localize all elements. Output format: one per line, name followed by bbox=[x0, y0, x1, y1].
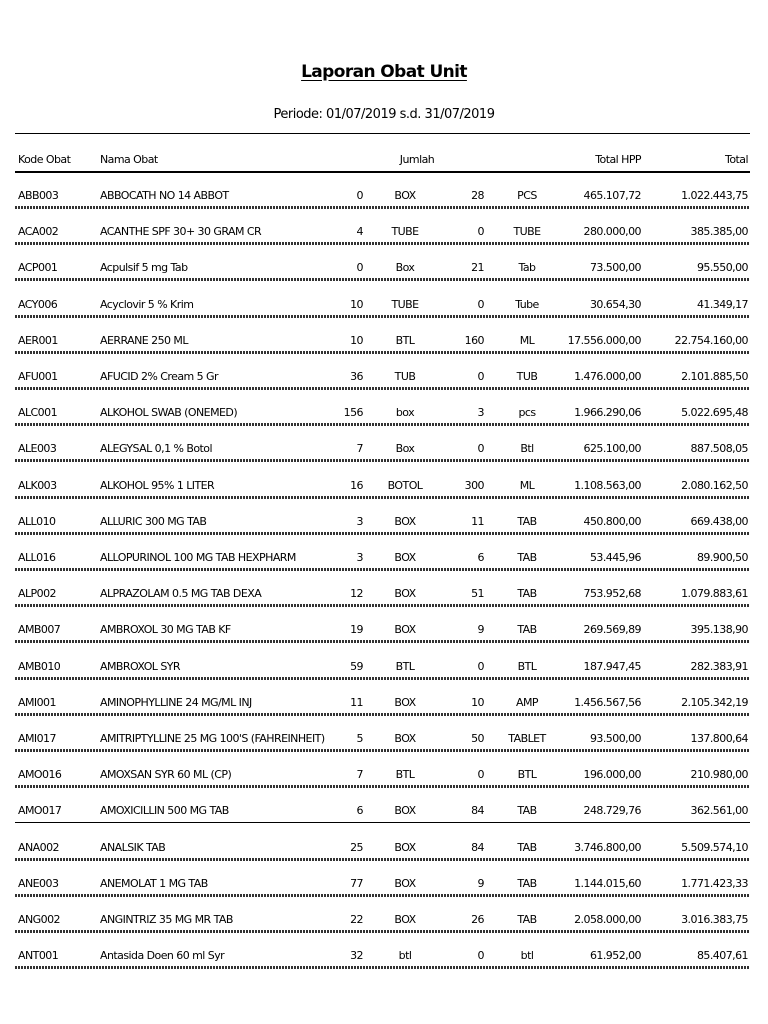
cell-total-hpp: 2.058.000,00 bbox=[574, 913, 641, 926]
report-title-text: Laporan Obat Unit bbox=[301, 62, 467, 82]
cell-satuan-kecil: ML bbox=[519, 333, 535, 347]
cell-kode-obat: AFU001 bbox=[18, 370, 58, 383]
table-header bbox=[0, 140, 768, 176]
cell-satuan-kecil: BTL bbox=[517, 768, 537, 782]
cell-jumlah-besar: 7 bbox=[356, 768, 363, 782]
cell-kode-obat: AMO016 bbox=[18, 768, 62, 782]
cell-kode-obat: ALP002 bbox=[18, 587, 56, 601]
cell-total: 385.385,00 bbox=[690, 225, 748, 239]
cell-jumlah-kecil: 51 bbox=[471, 587, 484, 601]
cell-satuan-besar: BOTOL bbox=[387, 478, 423, 492]
cell-total-hpp: 1.108.563,00 bbox=[574, 478, 641, 492]
cell-total-hpp: 1.456.567,56 bbox=[574, 695, 641, 709]
cell-jumlah-kecil: 0 bbox=[477, 370, 484, 383]
cell-jumlah-kecil: 300 bbox=[464, 478, 484, 492]
cell-jumlah-besar: 36 bbox=[350, 370, 363, 383]
cell-nama-obat: Antasida Doen 60 ml Syr bbox=[100, 949, 225, 963]
cell-jumlah-kecil: 9 bbox=[477, 876, 484, 890]
cell-total: 5.022.695,48 bbox=[681, 406, 748, 420]
cell-jumlah-besar: 4 bbox=[356, 225, 363, 239]
cell-total: 95.550,00 bbox=[696, 261, 748, 275]
cell-jumlah-besar: 156 bbox=[343, 406, 363, 420]
cell-total-hpp: 1.476.000,00 bbox=[574, 370, 641, 383]
cell-nama-obat: ALPRAZOLAM 0.5 MG TAB DEXA bbox=[100, 587, 262, 601]
cell-total-hpp: 17.556.000,00 bbox=[567, 333, 641, 347]
header-jumlah: Jumlah bbox=[399, 153, 435, 166]
cell-kode-obat: ALK003 bbox=[18, 478, 57, 492]
cell-satuan-besar: Box bbox=[395, 442, 415, 456]
cell-jumlah-kecil: 10 bbox=[471, 695, 484, 709]
cell-jumlah-besar: 3 bbox=[356, 514, 363, 528]
cell-jumlah-kecil: 84 bbox=[471, 840, 484, 854]
table-row bbox=[0, 864, 768, 900]
cell-total-hpp: 465.107,72 bbox=[583, 189, 641, 202]
cell-kode-obat: ABB003 bbox=[18, 189, 59, 202]
cell-satuan-besar: BOX bbox=[394, 913, 416, 926]
cell-total: 282.383,91 bbox=[690, 659, 748, 673]
cell-satuan-kecil: btl bbox=[520, 949, 534, 963]
cell-jumlah-besar: 11 bbox=[350, 695, 363, 709]
cell-nama-obat: ALLOPURINOL 100 MG TAB HEXPHARM bbox=[100, 551, 296, 564]
cell-jumlah-kecil: 0 bbox=[477, 659, 484, 673]
cell-satuan-kecil: TABLET bbox=[508, 732, 546, 745]
cell-jumlah-besar: 22 bbox=[350, 913, 363, 926]
cell-jumlah-kecil: 50 bbox=[471, 732, 484, 745]
cell-jumlah-kecil: 11 bbox=[471, 514, 484, 528]
cell-satuan-besar: BOX bbox=[394, 732, 416, 745]
cell-kode-obat: ACA002 bbox=[18, 225, 59, 239]
cell-kode-obat: AMB007 bbox=[18, 623, 61, 637]
cell-jumlah-kecil: 0 bbox=[477, 949, 484, 963]
cell-satuan-besar: box bbox=[395, 406, 415, 420]
cell-jumlah-kecil: 0 bbox=[477, 442, 484, 456]
cell-total: 395.138,90 bbox=[690, 623, 748, 637]
cell-satuan-besar: TUBE bbox=[391, 297, 419, 311]
cell-jumlah-besar: 10 bbox=[350, 333, 363, 347]
cell-kode-obat: ACP001 bbox=[18, 261, 58, 275]
cell-satuan-besar: BOX bbox=[394, 587, 416, 601]
report-period: Periode: 01/07/2019 s.d. 31/07/2019 bbox=[273, 107, 495, 122]
table-row bbox=[0, 538, 768, 574]
table-row bbox=[0, 574, 768, 610]
cell-satuan-besar: BOX bbox=[394, 804, 416, 818]
header-kode-obat: Kode Obat bbox=[18, 153, 71, 166]
cell-jumlah-besar: 12 bbox=[350, 587, 363, 601]
cell-satuan-besar: BTL bbox=[395, 659, 415, 673]
cell-satuan-besar: BOX bbox=[394, 514, 416, 528]
cell-total-hpp: 73.500,00 bbox=[589, 261, 641, 275]
cell-satuan-besar: BOX bbox=[394, 623, 416, 637]
cell-jumlah-besar: 3 bbox=[356, 551, 363, 564]
cell-nama-obat: AFUCID 2% Cream 5 Gr bbox=[100, 370, 218, 383]
table-row bbox=[0, 683, 768, 719]
cell-jumlah-kecil: 3 bbox=[477, 406, 484, 420]
table-row bbox=[0, 248, 768, 284]
cell-total-hpp: 187.947,45 bbox=[583, 659, 641, 673]
table-row bbox=[0, 393, 768, 429]
cell-satuan-besar: BOX bbox=[394, 876, 416, 890]
report-title bbox=[0, 62, 768, 82]
cell-jumlah-kecil: 28 bbox=[471, 189, 484, 202]
cell-total: 1.079.883,61 bbox=[681, 587, 748, 601]
cell-kode-obat: ANT001 bbox=[18, 949, 59, 963]
cell-kode-obat: ALE003 bbox=[18, 442, 57, 456]
cell-satuan-kecil: pcs bbox=[518, 406, 536, 420]
cell-nama-obat: AMOXSAN SYR 60 ML (CP) bbox=[100, 768, 232, 782]
cell-jumlah-besar: 0 bbox=[356, 189, 363, 202]
cell-total-hpp: 450.800,00 bbox=[583, 514, 641, 528]
cell-kode-obat: ALL010 bbox=[18, 514, 56, 528]
cell-total-hpp: 753.952,68 bbox=[583, 587, 641, 601]
cell-satuan-kecil: Tube bbox=[515, 297, 539, 311]
cell-total: 3.016.383,75 bbox=[681, 913, 748, 926]
table-row bbox=[0, 502, 768, 538]
cell-total: 669.438,00 bbox=[690, 514, 748, 528]
cell-kode-obat: AER001 bbox=[18, 333, 58, 347]
cell-satuan-besar: BOX bbox=[394, 551, 416, 564]
cell-satuan-kecil: TUBE bbox=[513, 225, 541, 239]
cell-satuan-kecil: PCS bbox=[517, 189, 537, 202]
cell-jumlah-kecil: 21 bbox=[471, 261, 484, 275]
cell-nama-obat: ANGINTRIZ 35 MG MR TAB bbox=[100, 913, 233, 926]
header-total: Total bbox=[725, 153, 748, 166]
cell-satuan-besar: BTL bbox=[395, 768, 415, 782]
cell-satuan-kecil: TAB bbox=[517, 587, 537, 601]
cell-nama-obat: ANALSIK TAB bbox=[100, 840, 166, 854]
cell-kode-obat: ACY006 bbox=[18, 297, 58, 311]
table-row bbox=[0, 212, 768, 248]
cell-kode-obat: ALC001 bbox=[18, 406, 58, 420]
cell-total: 22.754.160,00 bbox=[674, 333, 748, 347]
cell-total: 210.980,00 bbox=[690, 768, 748, 782]
cell-satuan-kecil: AMP bbox=[516, 695, 538, 709]
cell-jumlah-besar: 19 bbox=[350, 623, 363, 637]
cell-satuan-kecil: Btl bbox=[520, 442, 534, 456]
cell-kode-obat: AMB010 bbox=[18, 659, 61, 673]
header-total-hpp: Total HPP bbox=[595, 153, 641, 166]
cell-kode-obat: ANA002 bbox=[18, 840, 59, 854]
table-row bbox=[0, 719, 768, 755]
cell-satuan-besar: BTL bbox=[395, 333, 415, 347]
cell-kode-obat: ALL016 bbox=[18, 551, 56, 564]
cell-satuan-besar: TUB bbox=[394, 370, 416, 383]
cell-jumlah-besar: 6 bbox=[356, 804, 363, 818]
cell-total-hpp: 30.654,30 bbox=[589, 297, 641, 311]
cell-total: 1.022.443,75 bbox=[681, 189, 748, 202]
table-top-rule bbox=[15, 133, 750, 134]
cell-jumlah-besar: 0 bbox=[356, 261, 363, 275]
table-row bbox=[0, 828, 768, 864]
cell-total-hpp: 93.500,00 bbox=[589, 732, 641, 745]
table-row bbox=[0, 321, 768, 357]
cell-satuan-besar: BOX bbox=[394, 695, 416, 709]
cell-satuan-kecil: BTL bbox=[517, 659, 537, 673]
cell-total: 137.800,64 bbox=[690, 732, 748, 745]
cell-kode-obat: ANG002 bbox=[18, 913, 60, 926]
cell-jumlah-besar: 10 bbox=[350, 297, 363, 311]
cell-total: 5.509.574,10 bbox=[681, 840, 748, 854]
cell-jumlah-besar: 25 bbox=[350, 840, 363, 854]
cell-satuan-besar: BOX bbox=[394, 840, 416, 854]
table-row bbox=[0, 466, 768, 502]
cell-total-hpp: 269.569,89 bbox=[583, 623, 641, 637]
cell-total: 2.080.162,50 bbox=[681, 478, 748, 492]
table-row bbox=[0, 357, 768, 393]
cell-total: 89.900,50 bbox=[696, 551, 748, 564]
cell-jumlah-kecil: 0 bbox=[477, 768, 484, 782]
cell-nama-obat: ALKOHOL 95% 1 LITER bbox=[100, 478, 215, 492]
cell-total: 887.508,05 bbox=[690, 442, 748, 456]
cell-jumlah-besar: 59 bbox=[350, 659, 363, 673]
cell-jumlah-kecil: 6 bbox=[477, 551, 484, 564]
table-row bbox=[0, 900, 768, 936]
cell-total-hpp: 280.000,00 bbox=[583, 225, 641, 239]
table-row bbox=[0, 176, 768, 212]
table-row bbox=[0, 936, 768, 972]
table-row bbox=[0, 429, 768, 465]
cell-jumlah-kecil: 9 bbox=[477, 623, 484, 637]
table-row bbox=[0, 791, 768, 827]
cell-total-hpp: 53.445,96 bbox=[589, 551, 641, 564]
cell-satuan-kecil: TAB bbox=[517, 876, 537, 890]
header-nama-obat: Nama Obat bbox=[100, 153, 158, 166]
cell-kode-obat: AMO017 bbox=[18, 804, 62, 818]
cell-total: 85.407,61 bbox=[696, 949, 748, 963]
cell-kode-obat: AMI001 bbox=[18, 695, 56, 709]
cell-satuan-kecil: TAB bbox=[517, 804, 537, 818]
cell-nama-obat: AMINOPHYLLINE 24 MG/ML INJ bbox=[100, 695, 252, 709]
cell-satuan-kecil: TAB bbox=[517, 623, 537, 637]
cell-jumlah-kecil: 160 bbox=[464, 333, 484, 347]
cell-nama-obat: ALKOHOL SWAB (ONEMED) bbox=[100, 406, 238, 420]
cell-satuan-besar: BOX bbox=[394, 189, 416, 202]
cell-total-hpp: 61.952,00 bbox=[589, 949, 641, 963]
cell-total: 1.771.423,33 bbox=[681, 876, 748, 890]
table-row bbox=[0, 610, 768, 646]
cell-satuan-kecil: TAB bbox=[517, 551, 537, 564]
cell-total: 362.561,00 bbox=[690, 804, 748, 818]
cell-nama-obat: ALLURIC 300 MG TAB bbox=[100, 514, 207, 528]
table-row bbox=[0, 285, 768, 321]
cell-total-hpp: 1.144.015,60 bbox=[574, 876, 641, 890]
cell-satuan-besar: btl bbox=[398, 949, 412, 963]
cell-nama-obat: Acyclovir 5 % Krim bbox=[100, 297, 194, 311]
table-row bbox=[0, 647, 768, 683]
cell-total-hpp: 1.966.290,06 bbox=[574, 406, 641, 420]
cell-nama-obat: AERRANE 250 ML bbox=[100, 333, 188, 347]
cell-satuan-besar: Box bbox=[395, 261, 415, 275]
cell-jumlah-besar: 7 bbox=[356, 442, 363, 456]
cell-total: 41.349,17 bbox=[696, 297, 748, 311]
cell-jumlah-kecil: 0 bbox=[477, 225, 484, 239]
cell-satuan-kecil: TAB bbox=[517, 840, 537, 854]
cell-kode-obat: AMI017 bbox=[18, 732, 56, 745]
cell-satuan-kecil: TAB bbox=[517, 913, 537, 926]
cell-satuan-kecil: Tab bbox=[518, 261, 536, 275]
cell-total-hpp: 3.746.800,00 bbox=[574, 840, 641, 854]
cell-nama-obat: AMOXICILLIN 500 MG TAB bbox=[100, 804, 229, 818]
cell-satuan-kecil: ML bbox=[519, 478, 535, 492]
cell-nama-obat: ALEGYSAL 0,1 % Botol bbox=[100, 442, 212, 456]
cell-total: 2.105.342,19 bbox=[681, 695, 748, 709]
cell-jumlah-besar: 5 bbox=[356, 732, 363, 745]
cell-jumlah-kecil: 26 bbox=[471, 913, 484, 926]
cell-nama-obat: AMBROXOL 30 MG TAB KF bbox=[100, 623, 231, 637]
cell-total-hpp: 196.000,00 bbox=[583, 768, 641, 782]
cell-satuan-kecil: TUB bbox=[516, 370, 538, 383]
cell-satuan-kecil: TAB bbox=[517, 514, 537, 528]
cell-nama-obat: ABBOCATH NO 14 ABBOT bbox=[100, 189, 229, 202]
cell-nama-obat: AMBROXOL SYR bbox=[100, 659, 181, 673]
cell-nama-obat: ANEMOLAT 1 MG TAB bbox=[100, 876, 208, 890]
cell-kode-obat: ANE003 bbox=[18, 876, 59, 890]
cell-total: 2.101.885,50 bbox=[681, 370, 748, 383]
cell-nama-obat: Acpulsif 5 mg Tab bbox=[100, 261, 188, 275]
cell-jumlah-besar: 16 bbox=[350, 478, 363, 492]
cell-jumlah-besar: 77 bbox=[350, 876, 363, 890]
cell-jumlah-kecil: 0 bbox=[477, 297, 484, 311]
cell-satuan-besar: TUBE bbox=[391, 225, 419, 239]
cell-nama-obat: ACANTHE SPF 30+ 30 GRAM CR bbox=[100, 225, 262, 239]
table-row bbox=[0, 755, 768, 791]
cell-jumlah-besar: 32 bbox=[350, 949, 363, 963]
cell-total-hpp: 248.729,76 bbox=[583, 804, 641, 818]
cell-total-hpp: 625.100,00 bbox=[583, 442, 641, 456]
cell-jumlah-kecil: 84 bbox=[471, 804, 484, 818]
cell-nama-obat: AMITRIPTYLLINE 25 MG 100'S (FAHREINHEIT) bbox=[100, 732, 325, 745]
